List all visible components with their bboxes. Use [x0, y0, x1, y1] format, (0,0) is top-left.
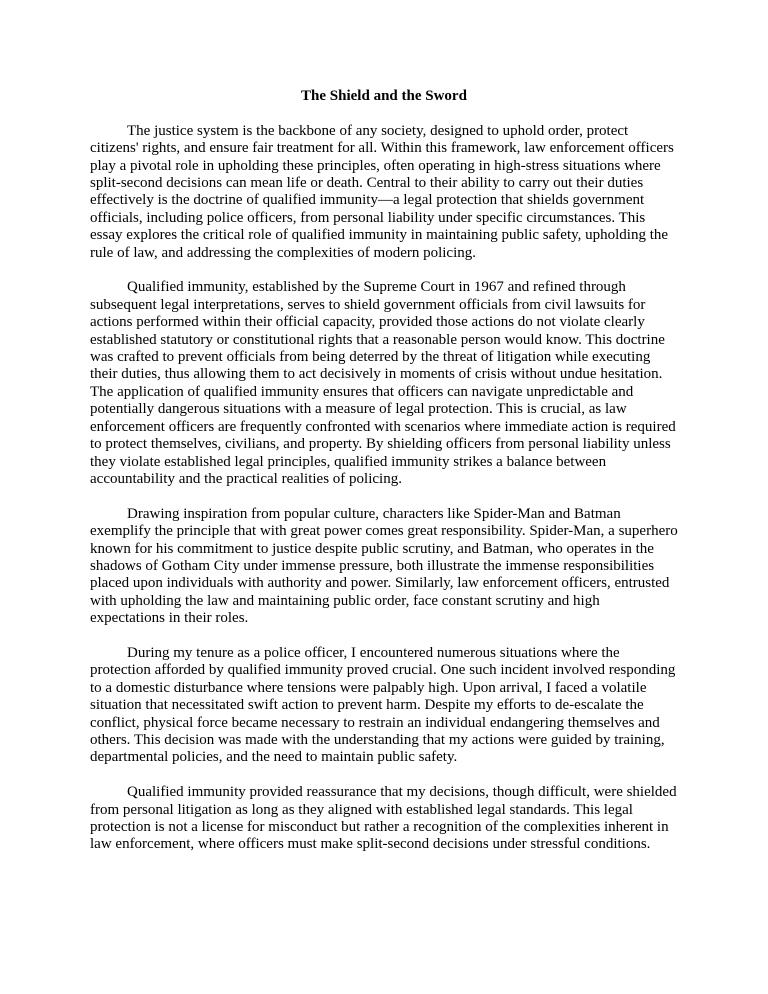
essay-paragraph-reassurance: Qualified immunity provided reassurance that my decisions, though difficult, were shielded from personal litigation as long as they aligned with established legal standards. This legal protection is not a license for misconduct but rather a recognition of the complexities inherent in law enforcement, where officers must make split-second decisions under stressful conditions.: [90, 784, 677, 853]
document-content: [90, 88, 678, 871]
essay-paragraph-popular-culture: Drawing inspiration from popular culture, characters like Spider-Man and Batman exemplify the principle that with great power comes great responsibility. Spider-Man, a superhero known for his commitment to justice despite public scrutiny, and Batman, who operates in the shadows of Gotham City under immense pressure, both illustrate the immense responsibilities placed upon individuals with authority and power. Similarly, law enforcement officers, entrusted with upholding the law and maintaining public order, face constant scrutiny and high expectations in their roles.: [90, 505, 678, 627]
essay-paragraph-qualified-immunity-doctrine: Qualified immunity, established by the Supreme Court in 1967 and refined through subsequent legal interpretations, serves to shield government officials from civil lawsuits for actions performed within their official capacity, provided those actions do not violate clearly established statutory or constitutional rights that a reasonable person would know. This doctrine was crafted to prevent officials from being deterred by the threat of litigation while executing their duties, thus allowing them to act decisively in moments of crisis without undue hesitation. The application of qualified immunity ensures that officers can navigate unpredictable and potentially dangerous situations with a measure of legal protection. This is crucial, as law enforcement officers are frequently confronted with scenarios where immediate action is required to protect themselves, civilians, and property. By shielding officers from personal liability unless they violate established legal principles, qualified immunity strikes a balance between accountability and the practical realities of policing.: [90, 279, 676, 487]
document-title: The Shield and the Sword: [301, 88, 467, 104]
essay-paragraph-personal-experience: During my tenure as a police officer, I encountered numerous situations where the protection afforded by qualified immunity proved crucial. One such incident involved responding to a domestic disturbance where tensions were palpably high. Upon arrival, I faced a volatile situation that necessitated swift action to prevent harm. Despite my efforts to de-escalate the conflict, physical force became necessary to restrain an individual endangering themselves and others. This decision was made with the understanding that my actions were guided by training, departmental policies, and the need to maintain public safety.: [90, 644, 676, 766]
essay-paragraph-intro: The justice system is the backbone of any society, designed to uphold order, protect citizens' rights, and ensure fair treatment for all. Within this framework, law enforcement officers play a pivotal role in upholding these principles, often operating in high-stress situations where split-second decisions can mean life or death. Central to their ability to carry out their duties effectively is the doctrine of qualified immunity—a legal protection that shields government officials, including police officers, from personal liability under specific circumstances. This essay explores the critical role of qualified immunity in maintaining public safety, upholding the rule of law, and addressing the complexities of modern policing.: [90, 122, 674, 261]
